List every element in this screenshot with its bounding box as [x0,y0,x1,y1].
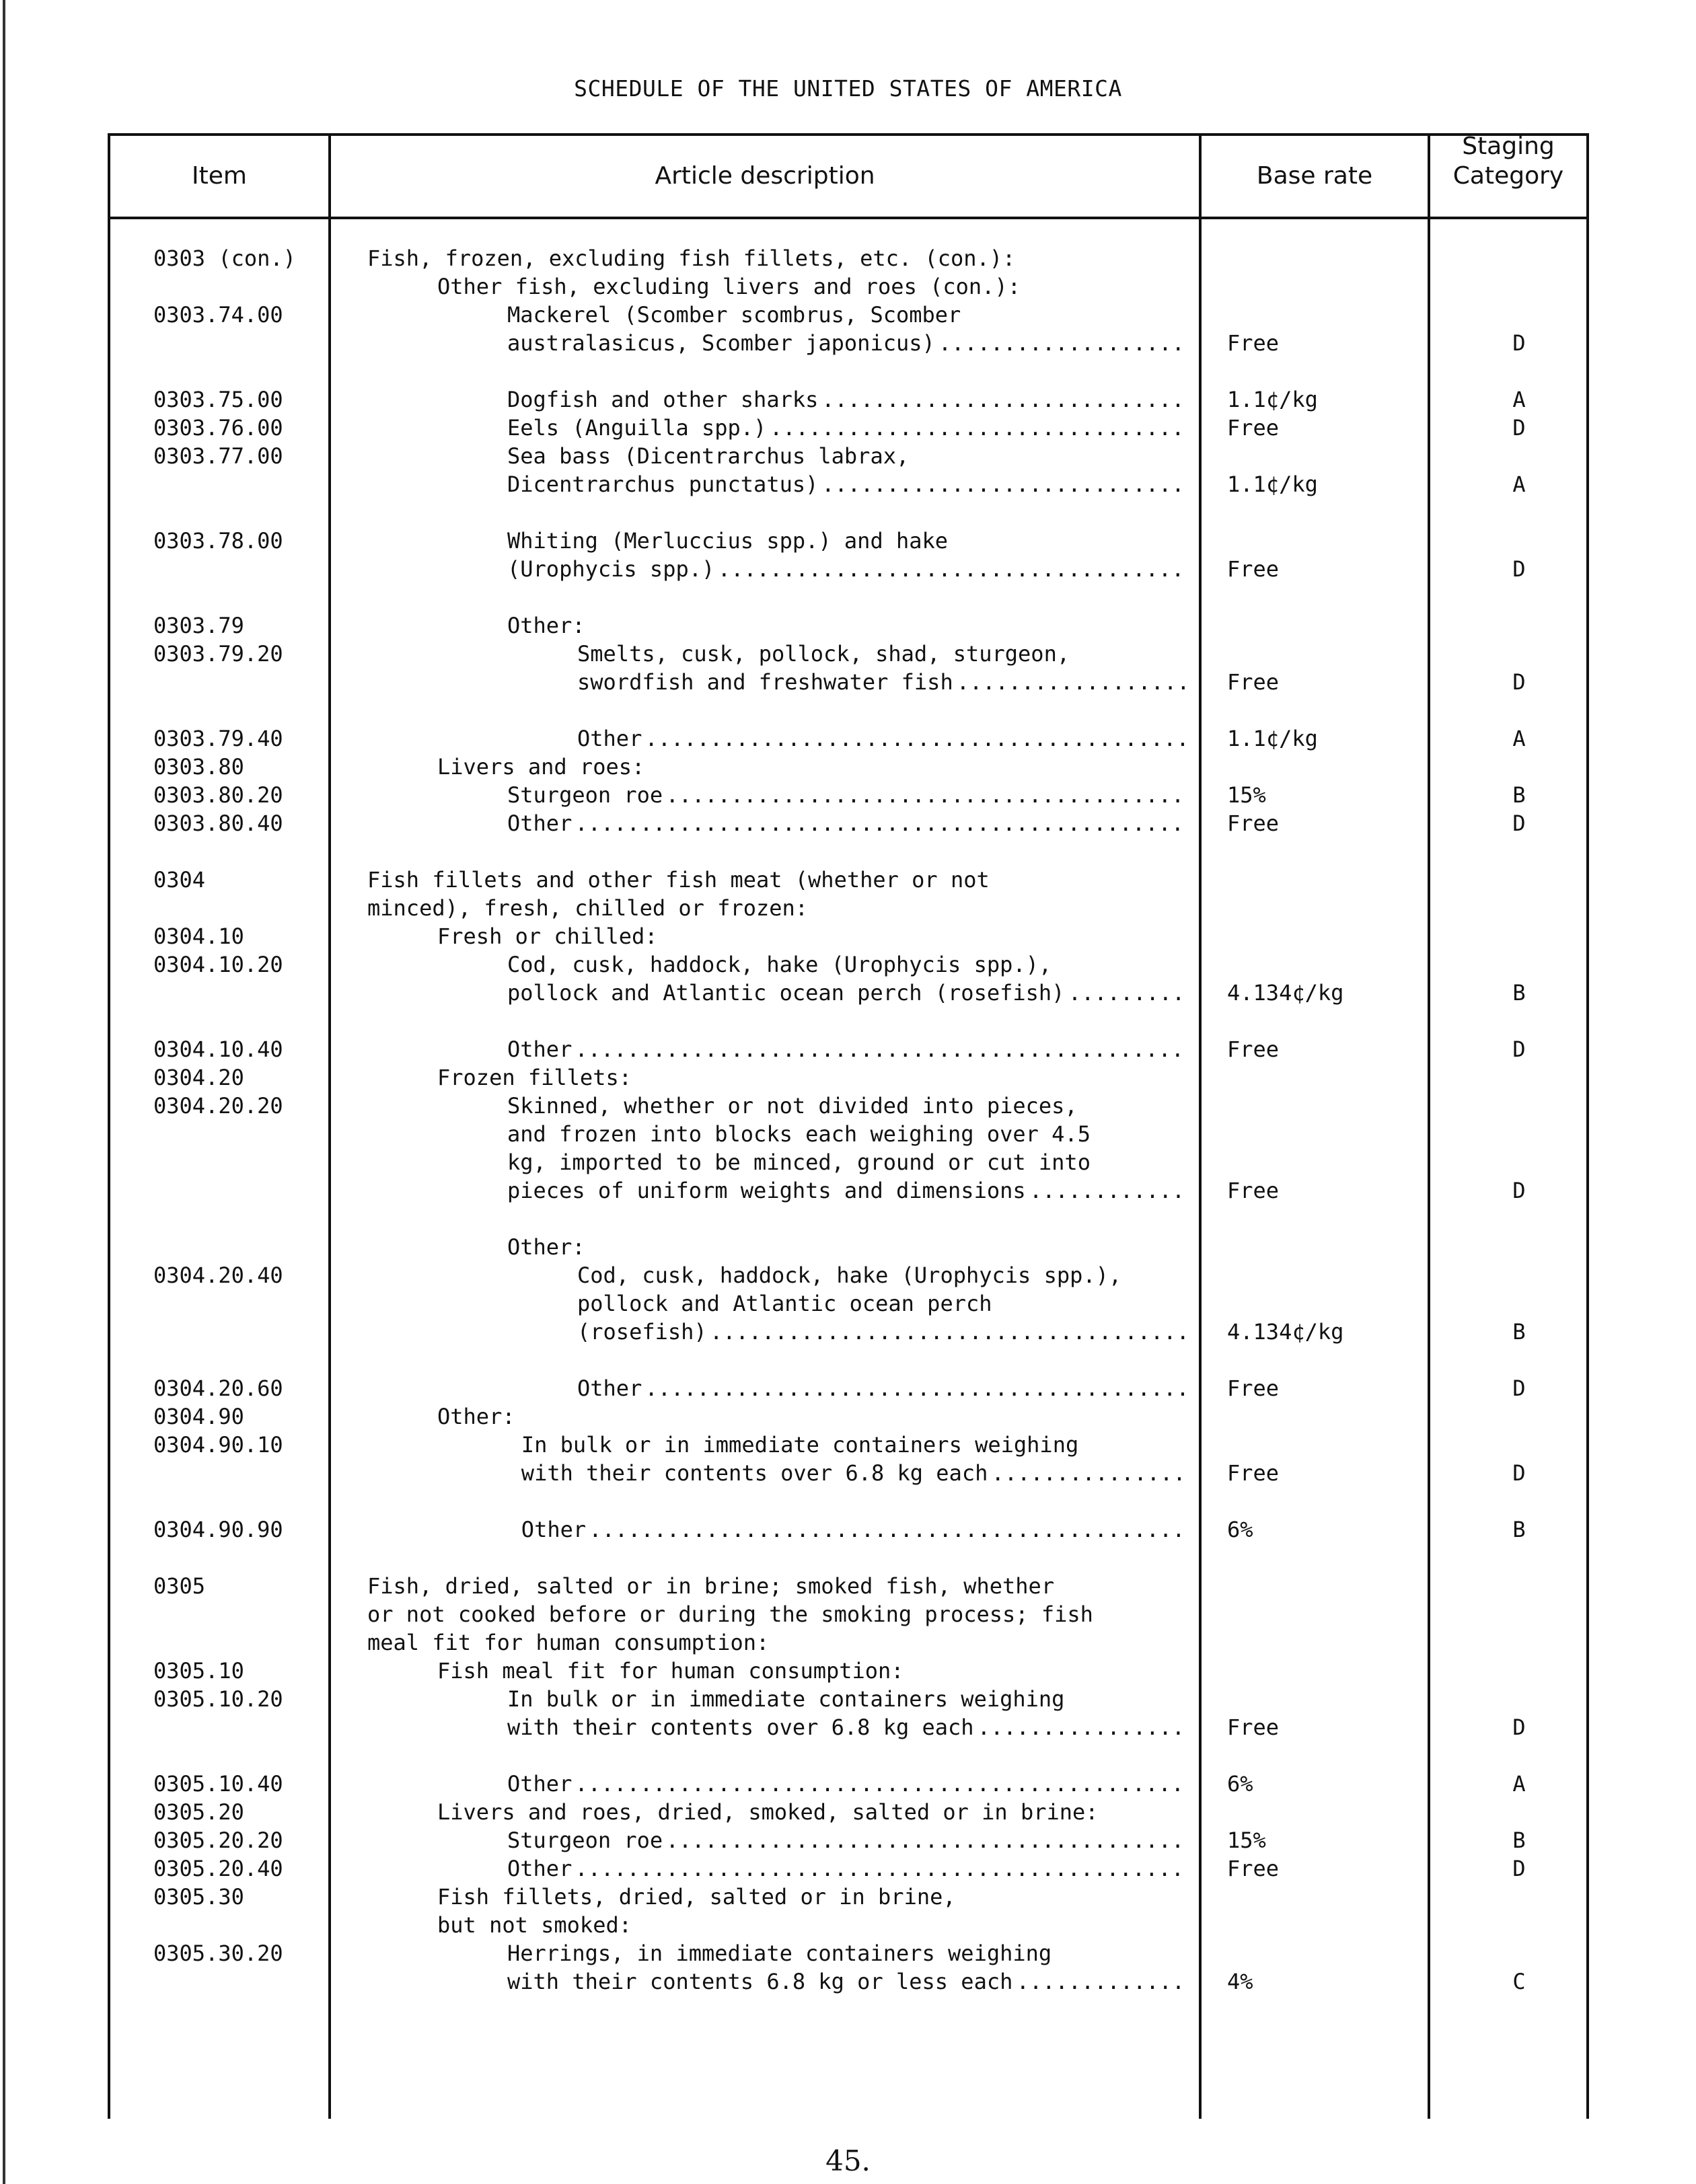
page-number: 45. [825,2144,871,2177]
dot-leader: ............. [1016,1969,1185,1994]
header-item: Item [192,162,247,190]
table-row [0,1854,1696,1883]
article-description: or not cooked before or during the smoking process; fish [367,1602,1093,1627]
table-row [0,527,1696,555]
dot-leader: ............................ [821,472,1185,497]
staging-category: A [1512,1771,1526,1797]
staging-category: D [1512,669,1526,695]
article-description: Other: [507,613,585,638]
table-row [0,668,1696,696]
base-rate: Free [1227,1178,1280,1203]
article-description: Sturgeon roe [507,1828,663,1853]
dot-leader: ........................................ [665,1828,1185,1853]
item-number: 0304.20.60 [153,1376,283,1401]
header-base-rate: Base rate [1256,162,1373,190]
article-description: Mackerel (Scomber scombrus, Scomber [507,302,961,328]
staging-category: D [1512,1856,1526,1881]
article-description: kg, imported to be minced, ground or cut into [507,1150,1091,1175]
table-row [0,1289,1696,1318]
article-description: swordfish and freshwater fish [577,669,953,695]
staging-category: D [1512,1460,1526,1486]
article-description: Other [507,1771,573,1797]
base-rate: 6% [1227,1771,1253,1797]
table-row [0,1572,1696,1600]
item-number: 0303.77.00 [153,443,283,469]
table-row [0,1233,1696,1261]
base-rate: 4.134¢/kg [1227,1319,1344,1345]
table-row [0,1459,1696,1487]
table-row [0,1939,1696,1967]
dot-leader: .......................................... [644,726,1189,751]
table-row [0,1374,1696,1402]
article-description: Cod, cusk, haddock, hake (Urophycis spp.), [507,952,1052,977]
article-description: (rosefish) [577,1319,707,1345]
article-description: Frozen fillets: [437,1065,632,1090]
item-number: 0304.10 [153,924,244,949]
table-row [0,1628,1696,1657]
table-row [0,1318,1696,1346]
staging-category: D [1512,1037,1526,1062]
dot-leader: ................................ [770,415,1185,441]
table-row [0,1685,1696,1713]
table-row [0,922,1696,950]
article-description: Smelts, cusk, pollock, shad, sturgeon, [577,641,1070,667]
table-row [0,329,1696,357]
dot-leader: ................ [977,1715,1185,1740]
article-description: Other [577,1376,642,1401]
staging-category: A [1512,472,1526,497]
item-number: 0305.10.20 [153,1686,283,1712]
table-row [0,809,1696,837]
article-description: Livers and roes: [437,754,645,780]
table-row [0,724,1696,753]
item-number: 0303.74.00 [153,302,283,328]
base-rate: 15% [1227,782,1266,808]
article-description: Herrings, in immediate containers weighing [507,1941,1052,1966]
article-description: Other fish, excluding livers and roes (con.): [437,274,1021,299]
table-row [0,1713,1696,1741]
staging-category: C [1512,1969,1526,1994]
article-description: Fresh or chilled: [437,924,658,949]
staging-category: D [1512,1178,1526,1203]
table-row [0,442,1696,470]
table-row [0,1092,1696,1120]
article-description: Skinned, whether or not divided into pieces, [507,1093,1078,1119]
item-number: 0303.75.00 [153,387,283,412]
staging-category: D [1512,1376,1526,1401]
base-rate: 1.1¢/kg [1227,472,1318,497]
article-description: Other [507,811,573,836]
article-description: but not smoked: [437,1912,632,1938]
item-number: 0303.80 [153,754,244,780]
staging-category: D [1512,1715,1526,1740]
dot-leader: ............................................... [575,1856,1184,1881]
staging-category: B [1512,782,1526,808]
article-description: In bulk or in immediate containers weighing [521,1432,1079,1458]
article-description: Sturgeon roe [507,782,663,808]
article-description: Dogfish and other sharks [507,387,819,412]
item-number: 0305.30.20 [153,1941,283,1966]
staging-category: B [1512,1828,1526,1853]
table-row [0,1515,1696,1544]
staging-category: B [1512,980,1526,1006]
article-description: pollock and Atlantic ocean perch (rosefish) [507,980,1065,1006]
table-row [0,272,1696,301]
base-rate: Free [1227,415,1280,441]
item-number: 0304.10.40 [153,1037,283,1062]
table-row [0,894,1696,922]
base-rate: 6% [1227,1517,1253,1542]
dot-leader: ........................................ [665,782,1185,808]
item-number: 0303.79.40 [153,726,283,751]
article-description: Fish, frozen, excluding fish fillets, etc. (con.): [367,246,1016,271]
table-row [0,244,1696,272]
dot-leader: .......................................... [644,1376,1189,1401]
dot-leader: .................................... [717,556,1185,582]
header-staging-line1: Staging [1462,133,1555,160]
table-row [0,1261,1696,1289]
article-description: Other: [507,1234,585,1260]
dot-leader: ................... [938,330,1185,356]
item-number: 0303.79 [153,613,244,638]
item-number: 0304.20.20 [153,1093,283,1119]
item-number: 0304 [153,867,206,893]
staging-category: D [1512,415,1526,441]
table-row [0,1883,1696,1911]
table-row [0,1176,1696,1205]
table-row [0,1798,1696,1826]
article-description: Eels (Anguilla spp.) [507,415,767,441]
article-description: Fish fillets and other fish meat (whether or not [367,867,990,893]
table-row [0,1431,1696,1459]
dot-leader: ............................................... [575,1037,1184,1062]
header-staging-line2: Category [1452,162,1564,190]
base-rate: 15% [1227,1828,1266,1853]
base-rate: 1.1¢/kg [1227,726,1318,751]
item-number: 0303.78.00 [153,528,283,554]
item-number: 0305 [153,1573,206,1599]
table-row [0,866,1696,894]
base-rate: Free [1227,556,1280,582]
article-description: minced), fresh, chilled or frozen: [367,895,809,921]
table-row [0,950,1696,979]
base-rate: Free [1227,811,1280,836]
table-row [0,1402,1696,1431]
staging-category: D [1512,556,1526,582]
item-number: 0304.20 [153,1065,244,1090]
article-description: Fish, dried, salted or in brine; smoked fish, whether [367,1573,1055,1599]
item-number: 0303.80.20 [153,782,283,808]
header-description: Article description [655,162,875,190]
staging-category: D [1512,330,1526,356]
table-row [0,385,1696,414]
table-row [0,1148,1696,1176]
table-row [0,414,1696,442]
table-row [0,1967,1696,1996]
item-number: 0303.80.40 [153,811,283,836]
item-number: 0305.30 [153,1884,244,1910]
staging-category: A [1512,387,1526,412]
article-description: Fish meal fit for human consumption: [437,1658,904,1684]
dot-leader: ..................................... [710,1319,1189,1345]
table-row [0,1120,1696,1148]
item-number: 0303.79.20 [153,641,283,667]
item-number: 0303 (con.) [153,246,296,271]
dot-leader: ............................................... [575,1771,1184,1797]
item-number: 0304.20.40 [153,1263,283,1288]
table-row [0,1826,1696,1854]
article-description: pollock and Atlantic ocean perch [577,1291,992,1316]
item-number: 0304.10.20 [153,952,283,977]
article-description: Other [577,726,642,751]
base-rate: Free [1227,1856,1280,1881]
article-description: Other [507,1856,573,1881]
base-rate: 4% [1227,1969,1253,1994]
article-description: In bulk or in immediate containers weighing [507,1686,1065,1712]
article-description: Livers and roes, dried, smoked, salted or in brine: [437,1799,1099,1825]
article-description: and frozen into blocks each weighing over 4.5 [507,1121,1091,1147]
article-description: with their contents over 6.8 kg each [521,1460,988,1486]
article-description: with their contents 6.8 kg or less each [507,1969,1013,1994]
dot-leader: .............................................. [589,1517,1185,1542]
table-row [0,1911,1696,1939]
article-description: Whiting (Merluccius spp.) and hake [507,528,949,554]
table-row [0,470,1696,498]
base-rate: Free [1227,1460,1280,1486]
article-description: meal fit for human consumption: [367,1630,770,1655]
dot-leader: ............... [991,1460,1186,1486]
item-number: 0304.90 [153,1404,244,1429]
article-description: Other [521,1517,587,1542]
table-row [0,640,1696,668]
item-number: 0305.20 [153,1799,244,1825]
table-row [0,1035,1696,1063]
dot-leader: .................. [956,669,1190,695]
article-description: Dicentrarchus punctatus) [507,472,819,497]
base-rate: Free [1227,1715,1280,1740]
dot-leader: ......... [1068,980,1185,1006]
item-number: 0303.76.00 [153,415,283,441]
staging-category: A [1512,726,1526,751]
table-row [0,301,1696,329]
article-description: australasicus, Scomber japonicus) [507,330,935,356]
item-number: 0305.10 [153,1658,244,1684]
dot-leader: ............ [1029,1178,1185,1203]
base-rate: Free [1227,330,1280,356]
item-number: 0305.20.20 [153,1828,283,1853]
article-description: Other: [437,1404,515,1429]
table-row [0,1063,1696,1092]
dot-leader: ............................................... [575,811,1184,836]
article-description: Sea bass (Dicentrarchus labrax, [507,443,910,469]
article-description: Other [507,1037,573,1062]
staging-category: B [1512,1517,1526,1542]
table-row [0,979,1696,1007]
article-description: Cod, cusk, haddock, hake (Urophycis spp.), [577,1263,1122,1288]
table-row [0,1657,1696,1685]
article-description: pieces of uniform weights and dimensions [507,1178,1026,1203]
item-number: 0305.20.40 [153,1856,283,1881]
table-row [0,555,1696,583]
base-rate: 4.134¢/kg [1227,980,1344,1006]
table-row [0,1600,1696,1628]
table-row [0,781,1696,809]
staging-category: B [1512,1319,1526,1345]
base-rate: Free [1227,1037,1280,1062]
staging-category: D [1512,811,1526,836]
table-row [0,611,1696,640]
page-title: SCHEDULE OF THE UNITED STATES OF AMERICA [574,75,1122,102]
item-number: 0304.90.90 [153,1517,283,1542]
header-staging [1430,132,1586,191]
table-row [0,753,1696,781]
article-description: with their contents over 6.8 kg each [507,1715,974,1740]
dot-leader: ............................ [821,387,1185,412]
base-rate: 1.1¢/kg [1227,387,1318,412]
article-description: (Urophycis spp.) [507,556,715,582]
base-rate: Free [1227,669,1280,695]
base-rate: Free [1227,1376,1280,1401]
table-row [0,1770,1696,1798]
item-number: 0304.90.10 [153,1432,283,1458]
item-number: 0305.10.40 [153,1771,283,1797]
article-description: Fish fillets, dried, salted or in brine, [437,1884,956,1910]
